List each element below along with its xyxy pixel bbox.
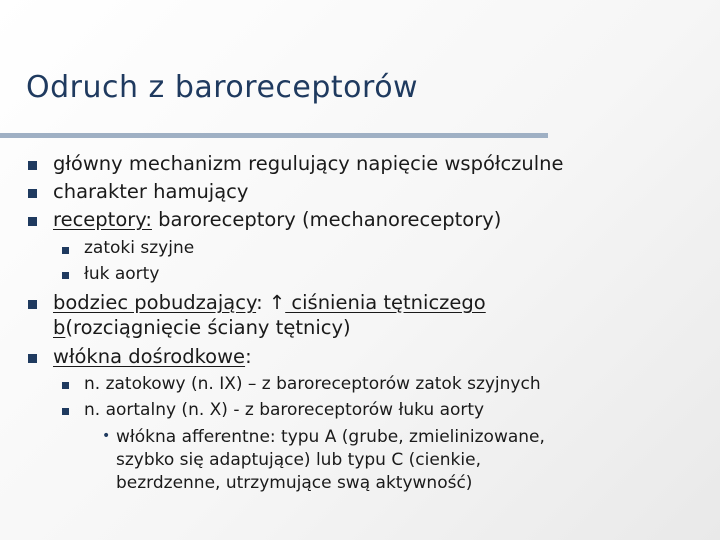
arrow-up-icon: ↑ — [268, 291, 286, 314]
colon-text: : — [245, 345, 252, 368]
bullet-body-underlined: b — [53, 316, 66, 339]
bullet-square-icon — [28, 161, 37, 170]
sub-bullet-text: zatoki szyjne — [84, 238, 195, 258]
bullet-text-continuation — [53, 316, 351, 339]
sub-bullet-text: n. zatokowy (n. IX) – z baroreceptorów zatok szyjnych — [84, 374, 541, 394]
sub-bullet-square-icon — [62, 272, 69, 279]
sub-bullet-text: n. aortalny (n. X) - z baroreceptorów łuku aorty — [84, 400, 485, 420]
bullet-body: (rozciągnięcie ściany tętnicy) — [65, 316, 351, 339]
bullet-square-icon — [28, 189, 37, 198]
bullet-square-icon — [28, 217, 37, 226]
bullet-text — [53, 345, 252, 368]
sub-sub-bullet-text: włókna afferentne: typu A (grube, zmielinizowane, — [116, 427, 545, 447]
bullet-square-icon — [28, 354, 37, 363]
bullet-text — [53, 208, 501, 231]
bullet-label: bodziec pobudzający — [53, 291, 257, 314]
sub-bullet-text: łuk aorty — [84, 264, 160, 284]
round-bullet-icon: • — [102, 428, 111, 444]
bullet-text: główny mechanizm regulujący napięcie współczulne — [53, 152, 564, 175]
title-divider — [0, 133, 548, 138]
sub-bullet-square-icon — [62, 408, 69, 415]
bullet-body: ciśnienia tętniczego — [285, 291, 486, 314]
bullet-label: włókna dośrodkowe — [53, 345, 246, 368]
bullet-text — [53, 291, 486, 314]
sub-sub-bullet-text-continuation: bezrdzenne, utrzymujące swą aktywność) — [116, 473, 473, 493]
sub-bullet-square-icon — [62, 247, 69, 254]
bullet-label: receptory: — [53, 208, 152, 231]
colon-text: : — [256, 291, 269, 314]
bullet-body: baroreceptory (mechanoreceptory) — [151, 208, 502, 231]
slide-title: Odruch z baroreceptorów — [26, 70, 419, 105]
bullet-square-icon — [28, 300, 37, 309]
bullet-text: charakter hamujący — [53, 180, 249, 203]
sub-bullet-square-icon — [62, 382, 69, 389]
sub-sub-bullet-text-continuation: szybko się adaptujące) lub typu C (cienkie, — [116, 450, 481, 470]
